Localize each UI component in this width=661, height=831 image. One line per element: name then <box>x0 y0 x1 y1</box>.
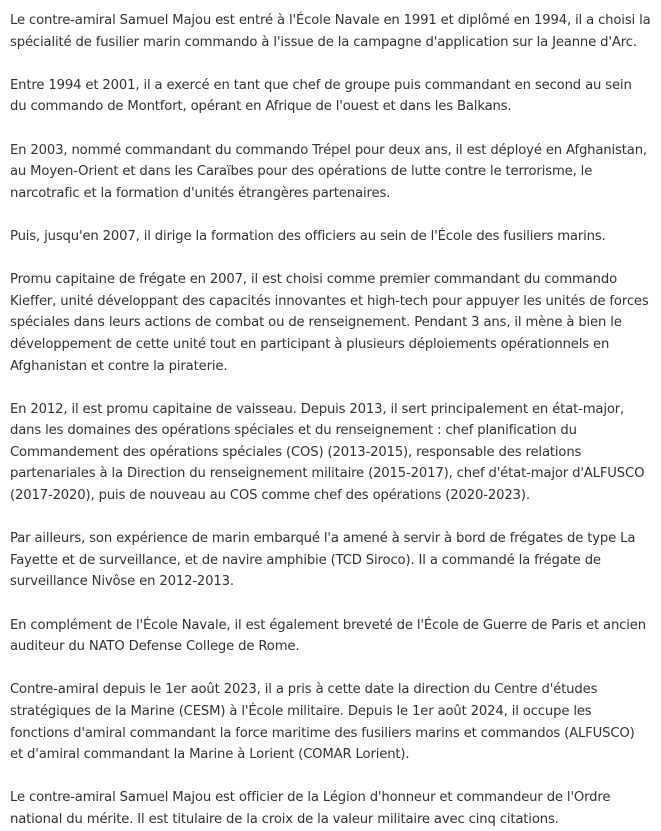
paragraph-staff-career: En 2012, il est promu capitaine de vaisseau. Depuis 2013, il sert principalement en état-major, dans les domaines des opérations spéciales et du renseignement : chef planification du Commandement des opérations spéciales (COS) (2013-2015), responsable des relations partenariales à la Direction du renseignement militaire (2015-2017), chef d'état-major d'ALFUSCO (2017-2020), puis de nouveau au COS comme chef des opérations (2020-2023). <box>10 401 645 504</box>
paragraph-education: Le contre-amiral Samuel Majou est entré à l'École Navale en 1991 et diplômé en 1994, il a choisi la spécialité de fusilier marin commando à l'issue de la campagne d'application sur la Jeanne d'Arc. <box>10 13 651 50</box>
paragraph-fusiliers-school: Puis, jusqu'en 2007, il dirige la formation des officiers au sein de l'École des fusiliers marins. <box>10 228 606 244</box>
paragraph-kieffer: Promu capitaine de frégate en 2007, il est choisi comme premier commandant du commando Kieffer, unité développant des capacités innovantes et high-tech pour appuyer les unités de forces spéciales dans leurs actions de combat ou de renseignement. Pendant 3 ans, il mène à bien le développement de cette unité tout en participant à plusieurs déploiements opérationnels en Afghanistan et contre la piraterie. <box>10 272 649 374</box>
paragraph-trepel: En 2003, nommé commandant du commando Trépel pour deux ans, il est déployé en Afghanistan, au Moyen-Orient et dans les Caraïbes pour des opérations de lutte contre le terrorisme, le narcotrafic et la formation d'unités étrangères partenaires. <box>10 142 647 201</box>
paragraph-honours: Le contre-amiral Samuel Majou est officier de la Légion d'honneur et commandeur de l'Ordre national du mérite. Il est titulaire de la croix de la valeur militaire avec cinq citations. <box>10 790 611 827</box>
paragraph-embarked: Par ailleurs, son expérience de marin embarqué l'a amené à servir à bord de frégates de type La Fayette et de surveillance, et de navire amphibie (TCD Siroco). Il a commandé la frégate de surveillance Nivôse en 2012-2013. <box>10 531 636 590</box>
paragraph-montfort: Entre 1994 et 2001, il a exercé en tant que chef de groupe puis commandant en second au sein du commando de Montfort, opérant en Afrique de l'ouest et dans les Balkans. <box>10 77 632 115</box>
paragraph-rear-admiral: Contre-amiral depuis le 1er août 2023, il a pris à cette date la direction du Centre d'études stratégiques de la Marine (CESM) à l'École militaire. Depuis le 1er août 2024, il occupe les fonctions d'amiral commandant la force maritime des fusiliers marins et commandos (ALFUSCO) et d'amiral commandant la Marine à Lorient (COMAR Lorient). <box>10 682 635 763</box>
paragraph-training: En complément de l'École Navale, il est également breveté de l'École de Guerre de Paris et ancien auditeur du NATO Defense College de Rome. <box>10 617 646 655</box>
